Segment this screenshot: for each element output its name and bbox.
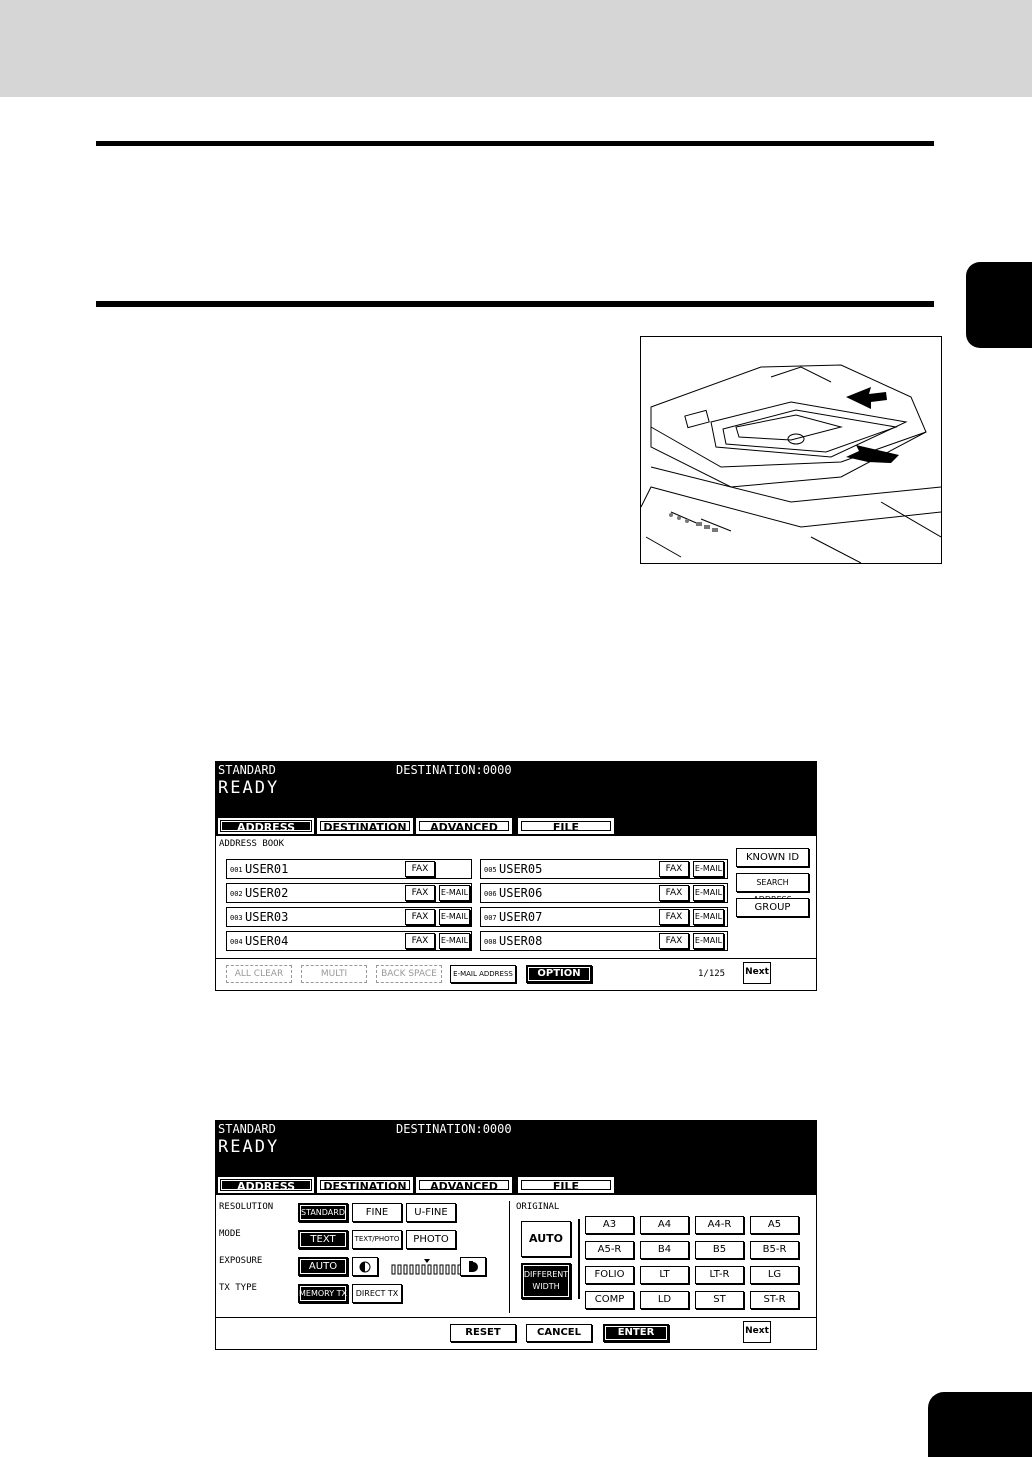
fax-button[interactable]: FAX: [659, 933, 689, 949]
tab-destination[interactable]: DESTINATION: [317, 818, 413, 834]
entry-number: 006: [484, 890, 497, 898]
entry-name: USER02: [245, 886, 289, 900]
entry-number: 004: [230, 938, 243, 946]
resolution-ufine-button[interactable]: U-FINE: [406, 1203, 456, 1222]
status-bar: [216, 1121, 816, 1195]
header-band: [0, 0, 1032, 97]
size-button[interactable]: A4-R: [695, 1216, 744, 1234]
fax-button[interactable]: FAX: [405, 861, 435, 877]
size-divider: [578, 1219, 580, 1299]
entry-number: 001: [230, 866, 243, 874]
exposure-label: EXPOSURE: [219, 1256, 263, 1266]
bottom-divider: [216, 958, 816, 959]
address-entry[interactable]: [226, 907, 472, 927]
size-button[interactable]: A4: [640, 1216, 689, 1234]
exposure-auto-button[interactable]: AUTO: [298, 1257, 348, 1276]
address-entry[interactable]: [226, 859, 472, 879]
size-button[interactable]: A5: [750, 1216, 799, 1234]
mode-label: STANDARD: [218, 1122, 276, 1136]
email-button[interactable]: E-MAIL: [693, 885, 724, 901]
tab-address[interactable]: ADDRESS: [218, 1177, 314, 1193]
size-button[interactable]: COMP: [585, 1291, 634, 1309]
entry-name: USER08: [499, 934, 543, 948]
entry-name: USER01: [245, 862, 289, 876]
tab-file[interactable]: FILE: [518, 818, 614, 834]
document-feeder-illustration: [640, 336, 942, 564]
destination-count: DESTINATION:0000: [396, 763, 512, 777]
email-button[interactable]: E-MAIL: [693, 909, 724, 925]
fax-button[interactable]: FAX: [405, 885, 435, 901]
mode-text-photo-button[interactable]: TEXT/PHOTO: [352, 1230, 402, 1249]
direct-tx-button[interactable]: DIRECT TX: [352, 1284, 402, 1303]
tab-advanced[interactable]: ADVANCED: [416, 1177, 512, 1193]
original-auto-button[interactable]: AUTO: [521, 1221, 571, 1257]
entry-number: 005: [484, 866, 497, 874]
entry-name: USER05: [499, 862, 543, 876]
multi-button[interactable]: MULTI: [301, 965, 367, 983]
status-bar: [216, 762, 816, 836]
top-rule: [96, 141, 934, 146]
fax-button[interactable]: FAX: [405, 909, 435, 925]
address-book-label: ADDRESS BOOK: [219, 839, 285, 849]
group-button[interactable]: GROUP: [736, 898, 809, 917]
enter-button[interactable]: ENTER: [603, 1324, 669, 1342]
size-button[interactable]: LD: [640, 1291, 689, 1309]
option-button[interactable]: OPTION: [526, 965, 592, 983]
mode-row-label: MODE: [219, 1229, 241, 1239]
chapter-tab: [966, 262, 1032, 348]
lighter-icon: [353, 1258, 377, 1275]
address-entry[interactable]: [226, 931, 472, 951]
entry-name: USER04: [245, 934, 289, 948]
address-entry[interactable]: [480, 883, 728, 903]
tab-destination[interactable]: DESTINATION: [317, 1177, 413, 1193]
next-page-button[interactable]: Next: [743, 962, 771, 984]
resolution-standard-button[interactable]: STANDARD: [298, 1203, 348, 1222]
exposure-lighter-button[interactable]: [352, 1257, 378, 1276]
mode-label: STANDARD: [218, 763, 276, 777]
page-indicator: 1/125: [698, 969, 726, 979]
entry-name: USER06: [499, 886, 543, 900]
mode-photo-button[interactable]: PHOTO: [406, 1230, 456, 1249]
tab-file[interactable]: FILE: [518, 1177, 614, 1193]
fax-button[interactable]: FAX: [659, 885, 689, 901]
fax-button[interactable]: FAX: [659, 861, 689, 877]
mode-text-button[interactable]: TEXT: [298, 1230, 348, 1249]
options-panel: [215, 1120, 817, 1350]
all-clear-button[interactable]: ALL CLEAR: [226, 965, 292, 983]
resolution-fine-button[interactable]: FINE: [352, 1203, 402, 1222]
size-button[interactable]: ST-R: [750, 1291, 799, 1309]
size-button[interactable]: LT-R: [695, 1266, 744, 1284]
address-entry[interactable]: [226, 883, 472, 903]
size-button[interactable]: B5: [695, 1241, 744, 1259]
entry-number: 008: [484, 938, 497, 946]
tab-address[interactable]: ADDRESS: [218, 818, 314, 834]
memory-tx-button[interactable]: MEMORY TX: [298, 1284, 348, 1303]
original-label: ORIGINAL: [516, 1202, 560, 1212]
destination-count: DESTINATION:0000: [396, 1122, 512, 1136]
ready-status: READY: [218, 1137, 280, 1157]
reset-button[interactable]: RESET: [450, 1324, 516, 1342]
address-entry[interactable]: [480, 907, 728, 927]
address-entry[interactable]: [480, 859, 728, 879]
tx-type-label: TX TYPE: [219, 1283, 257, 1293]
page-number-tab: [928, 1392, 1032, 1457]
entry-number: 003: [230, 914, 243, 922]
email-button[interactable]: E-MAIL: [439, 909, 470, 925]
size-button[interactable]: ST: [695, 1291, 744, 1309]
size-button[interactable]: FOLIO: [585, 1266, 634, 1284]
email-button[interactable]: E-MAIL: [439, 885, 470, 901]
different-width-button[interactable]: DIFFERENT WIDTH: [521, 1263, 571, 1299]
ready-status: READY: [218, 778, 280, 798]
tab-advanced[interactable]: ADVANCED: [416, 818, 512, 834]
darker-icon: [461, 1258, 485, 1275]
address-entry[interactable]: [480, 931, 728, 951]
exposure-darker-button[interactable]: [460, 1257, 486, 1276]
email-button[interactable]: E-MAIL: [439, 933, 470, 949]
fax-button[interactable]: FAX: [659, 909, 689, 925]
size-button[interactable]: LG: [750, 1266, 799, 1284]
size-button[interactable]: A3: [585, 1216, 634, 1234]
search-address-button[interactable]: SEARCH: [736, 873, 809, 892]
address-book-panel: [215, 761, 817, 991]
resolution-label: RESOLUTION: [219, 1202, 274, 1212]
size-button[interactable]: B4: [640, 1241, 689, 1259]
entry-name: USER03: [245, 910, 289, 924]
exposure-scale: [390, 1259, 464, 1275]
size-button[interactable]: A5-R: [585, 1241, 634, 1259]
email-address-button[interactable]: E-MAIL ADDRESS: [450, 965, 516, 983]
section-rule: [96, 301, 934, 307]
exposure-scale-ticks: [390, 1259, 464, 1275]
next-page-button[interactable]: Next: [743, 1321, 771, 1343]
size-button[interactable]: B5-R: [750, 1241, 799, 1259]
entry-name: USER07: [499, 910, 543, 924]
email-button[interactable]: E-MAIL: [693, 933, 724, 949]
bottom-divider: [216, 1317, 816, 1318]
size-button[interactable]: LT: [640, 1266, 689, 1284]
email-button[interactable]: E-MAIL: [693, 861, 724, 877]
feeder-drawing: [641, 337, 941, 563]
entry-number: 007: [484, 914, 497, 922]
cancel-button[interactable]: CANCEL: [526, 1324, 592, 1342]
known-id-button[interactable]: KNOWN ID: [736, 848, 809, 867]
backspace-button[interactable]: BACK SPACE: [376, 965, 442, 983]
section-divider: [509, 1201, 510, 1313]
entry-number: 002: [230, 890, 243, 898]
fax-button[interactable]: FAX: [405, 933, 435, 949]
